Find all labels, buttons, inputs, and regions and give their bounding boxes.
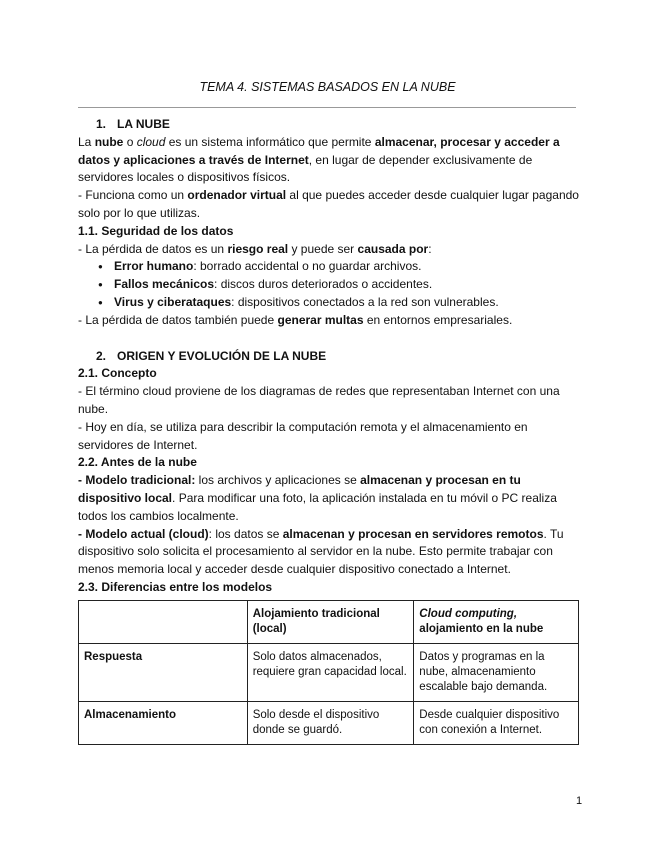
- table-cell: Desde cualquier dispositivo con conexión a Internet.: [414, 701, 579, 744]
- table-cell: Solo datos almacenados, requiere gran capacidad local.: [247, 643, 414, 701]
- title-divider: [78, 107, 576, 108]
- document-title: TEMA 4. SISTEMAS BASADOS EN LA NUBE: [199, 80, 456, 94]
- table-row: [79, 701, 579, 744]
- section-2-heading: 2. ORIGEN Y EVOLUCIÓN DE LA NUBE: [96, 348, 327, 363]
- table-header-cell: Cloud computing, alojamiento en la nube: [414, 600, 579, 643]
- list-item: ● Error humano: borrado accidental o no guardar archivos.: [78, 258, 583, 276]
- table-cell: Almacenamiento: [79, 701, 248, 744]
- table-cell: Solo desde el dispositivo donde se guardó.: [247, 701, 414, 744]
- subsection-heading: 2.2. Antes de la nube: [78, 455, 197, 470]
- subsection-heading: 1.1. Seguridad de los datos: [78, 223, 234, 238]
- paragraph: - La pérdida de datos es un riesgo real y puede ser causada por:: [78, 241, 432, 256]
- paragraph: - El término cloud proviene de los diagramas de redes que representaban Internet con una nube.: [78, 384, 560, 416]
- document-body: [78, 116, 583, 745]
- table-header-cell: Alojamiento tradicional (local): [247, 600, 414, 643]
- bullet-list: [78, 258, 583, 311]
- table-row: [79, 643, 579, 701]
- list-item: ● Virus y ciberataques: dispositivos conectados a la red son vulnerables.: [78, 294, 583, 312]
- subsection-heading: 2.1. Concepto: [78, 366, 157, 381]
- paragraph: La nube o cloud es un sistema informático que permite almacenar, procesar y acceder a datos y aplicaciones a través de Internet, en lugar de depender exclusivamente de servidores locales o dispositivos físicos.: [78, 134, 560, 185]
- section-1-heading: 1. LA NUBE: [96, 117, 170, 131]
- paragraph: - Hoy en día, se utiliza para describir la computación remota y el almacenamiento en servidores de Internet.: [78, 419, 528, 452]
- paragraph: - Funciona como un ordenador virtual al que puedes acceder desde cualquier lugar pagando solo por lo que utilizas.: [78, 188, 579, 220]
- page-number: 1: [576, 795, 583, 807]
- paragraph: - La pérdida de datos también puede generar multas en entornos empresariales.: [78, 312, 513, 327]
- table-header-cell: [79, 600, 248, 643]
- list-item: ● Fallos mecánicos: discos duros deteriorados o accidentes.: [78, 276, 583, 294]
- table-cell: Respuesta: [79, 643, 248, 701]
- paragraph: - Modelo actual (cloud): los datos se almacenan y procesan en servidores remotos. Tu dispositivo solo solicita el procesamiento al servidor en la nube. Esto permite trabajar con menos memoria local y acceder desde cualquier dispositivo conectado a Internet.: [78, 526, 564, 577]
- table-header-row: [79, 600, 579, 643]
- comparison-table: [78, 600, 579, 745]
- table-cell: Datos y programas en la nube, almacenamiento escalable bajo demanda.: [414, 643, 579, 701]
- paragraph: - Modelo tradicional: los archivos y aplicaciones se almacenan y procesan en tu dispositivo local. Para modificar una foto, la aplicación instalada en tu móvil o PC realiza todos los cambios localmente.: [78, 473, 557, 523]
- subsection-heading: 2.3. Diferencias entre los modelos: [78, 579, 273, 594]
